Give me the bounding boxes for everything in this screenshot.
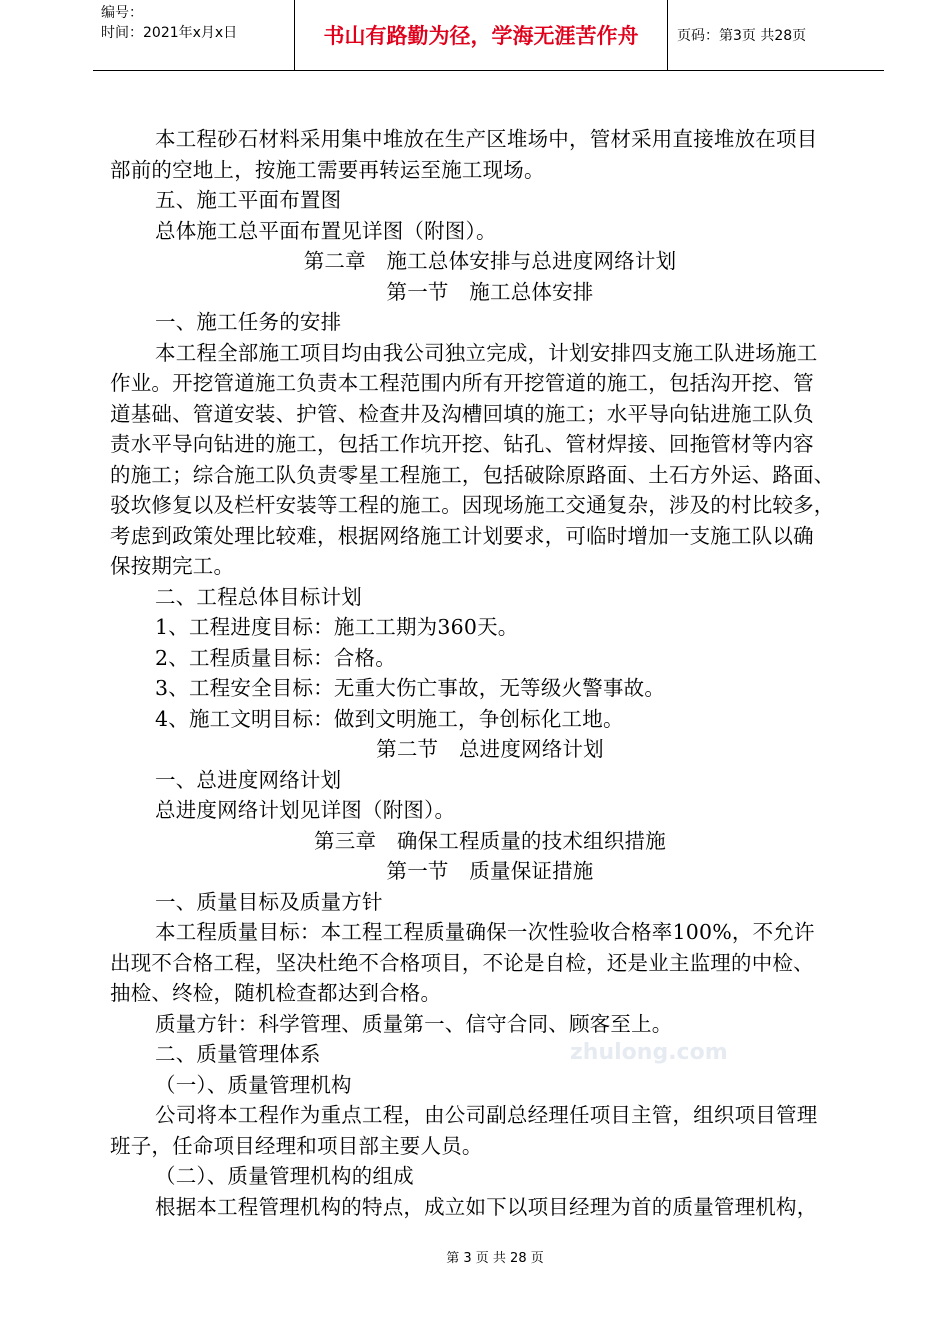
section-heading: 第二章 施工总体安排与总进度网络计划 (303, 249, 677, 273)
text-line: 公司将本工程作为重点工程，由公司副总经理任项目主管，组织项目管理 (155, 1103, 818, 1127)
text-line: 部前的空地上，按施工需要再转运至施工现场。 (110, 157, 545, 182)
text-line: 五、施工平面布置图 (155, 188, 342, 212)
text-line: 1、工程进度目标：施工工期为360天。 (155, 615, 519, 639)
text-line: 二、工程总体目标计划 (155, 584, 362, 609)
text-line: 一、施工任务的安排 (155, 310, 342, 334)
text-line: 本工程质量目标：本工程工程质量确保一次性验收合格率100%，不允许 (155, 920, 815, 944)
text-line: 班子，任命项目经理和项目部主要人员。 (110, 1133, 483, 1158)
page-footer: 第 3 页 共 28 页 (446, 1251, 544, 1266)
text-line: 本工程砂石材料采用集中堆放在生产区堆场中，管材采用直接堆放在项目 (155, 127, 818, 151)
section-heading: 第三章 确保工程质量的技术组织措施 (314, 828, 666, 853)
section-heading: 第一节 施工总体安排 (386, 279, 594, 304)
text-line: 总体施工总平面布置见详图（附图）。 (155, 218, 497, 243)
text-line: 驳坎修复以及栏杆安装等工程的施工。因现场施工交通复杂，涉及的村比较多， (110, 493, 835, 517)
watermark: zhulong.com (570, 1040, 728, 1065)
header-page-info: 页码：第3页 共28页 (677, 28, 807, 44)
text-line: 出现不合格工程，坚决杜绝不合格项目，不论是自检，还是业主监理的中检、 (110, 950, 814, 975)
section-heading: 第二节 总进度网络计划 (376, 737, 604, 761)
text-line: 总进度网络计划见详图（附图）。 (155, 798, 456, 822)
text-line: 一、总进度网络计划 (155, 767, 342, 792)
header-motto: 书山有路勤为径，学海无涯苦作舟 (294, 0, 668, 70)
section-heading: 第一节 质量保证措施 (386, 859, 594, 883)
text-line: 责水平导向钻进的施工，包括工作坑开挖、钻孔、管材焊接、回拖管材等内容 (110, 432, 814, 456)
header-meta (101, 0, 297, 70)
text-line: 一、质量目标及质量方针 (155, 889, 383, 914)
text-line: 3、工程安全目标：无重大伤亡事故，无等级火警事故。 (155, 676, 666, 700)
text-line: 道基础、管道安装、护管、检查井及沟槽回填的施工；水平导向钻进施工队负 (110, 401, 814, 426)
page-header (93, 0, 884, 71)
header-number: 编号： (101, 5, 143, 21)
text-line: 2、工程质量目标：合格。 (155, 645, 396, 670)
text-line: 质量方针：科学管理、质量第一、信守合同、顾客至上。 (155, 1011, 673, 1036)
text-line: 作业。开挖管道施工负责本工程范围内所有开挖管道的施工，包括沟开挖、管 (110, 371, 814, 395)
text-line: （二）、质量管理机构的组成 (155, 1164, 414, 1188)
text-line: 保按期完工。 (110, 554, 235, 578)
text-line: 二、质量管理体系 (155, 1042, 321, 1066)
text-line: 本工程全部施工项目均由我公司独立完成，计划安排四支施工队进场施工 (155, 340, 818, 365)
text-line: （一）、质量管理机构 (155, 1072, 352, 1097)
text-line: 考虑到政策处理比较难，根据网络施工计划要求，可临时增加一支施工队以确 (110, 523, 814, 548)
text-line: 的施工；综合施工队负责零星工程施工，包括破除原路面、土石方外运、路面、 (110, 462, 835, 487)
text-line: 抽检、终检，随机检查都达到合格。 (110, 981, 442, 1005)
text-line: 4、施工文明目标：做到文明施工，争创标化工地。 (155, 706, 624, 731)
text-line: 根据本工程管理机构的特点，成立如下以项目经理为首的质量管理机构， (155, 1194, 818, 1219)
document-body (110, 124, 870, 1222)
header-time: 时间：2021年x月x日 (101, 25, 238, 41)
